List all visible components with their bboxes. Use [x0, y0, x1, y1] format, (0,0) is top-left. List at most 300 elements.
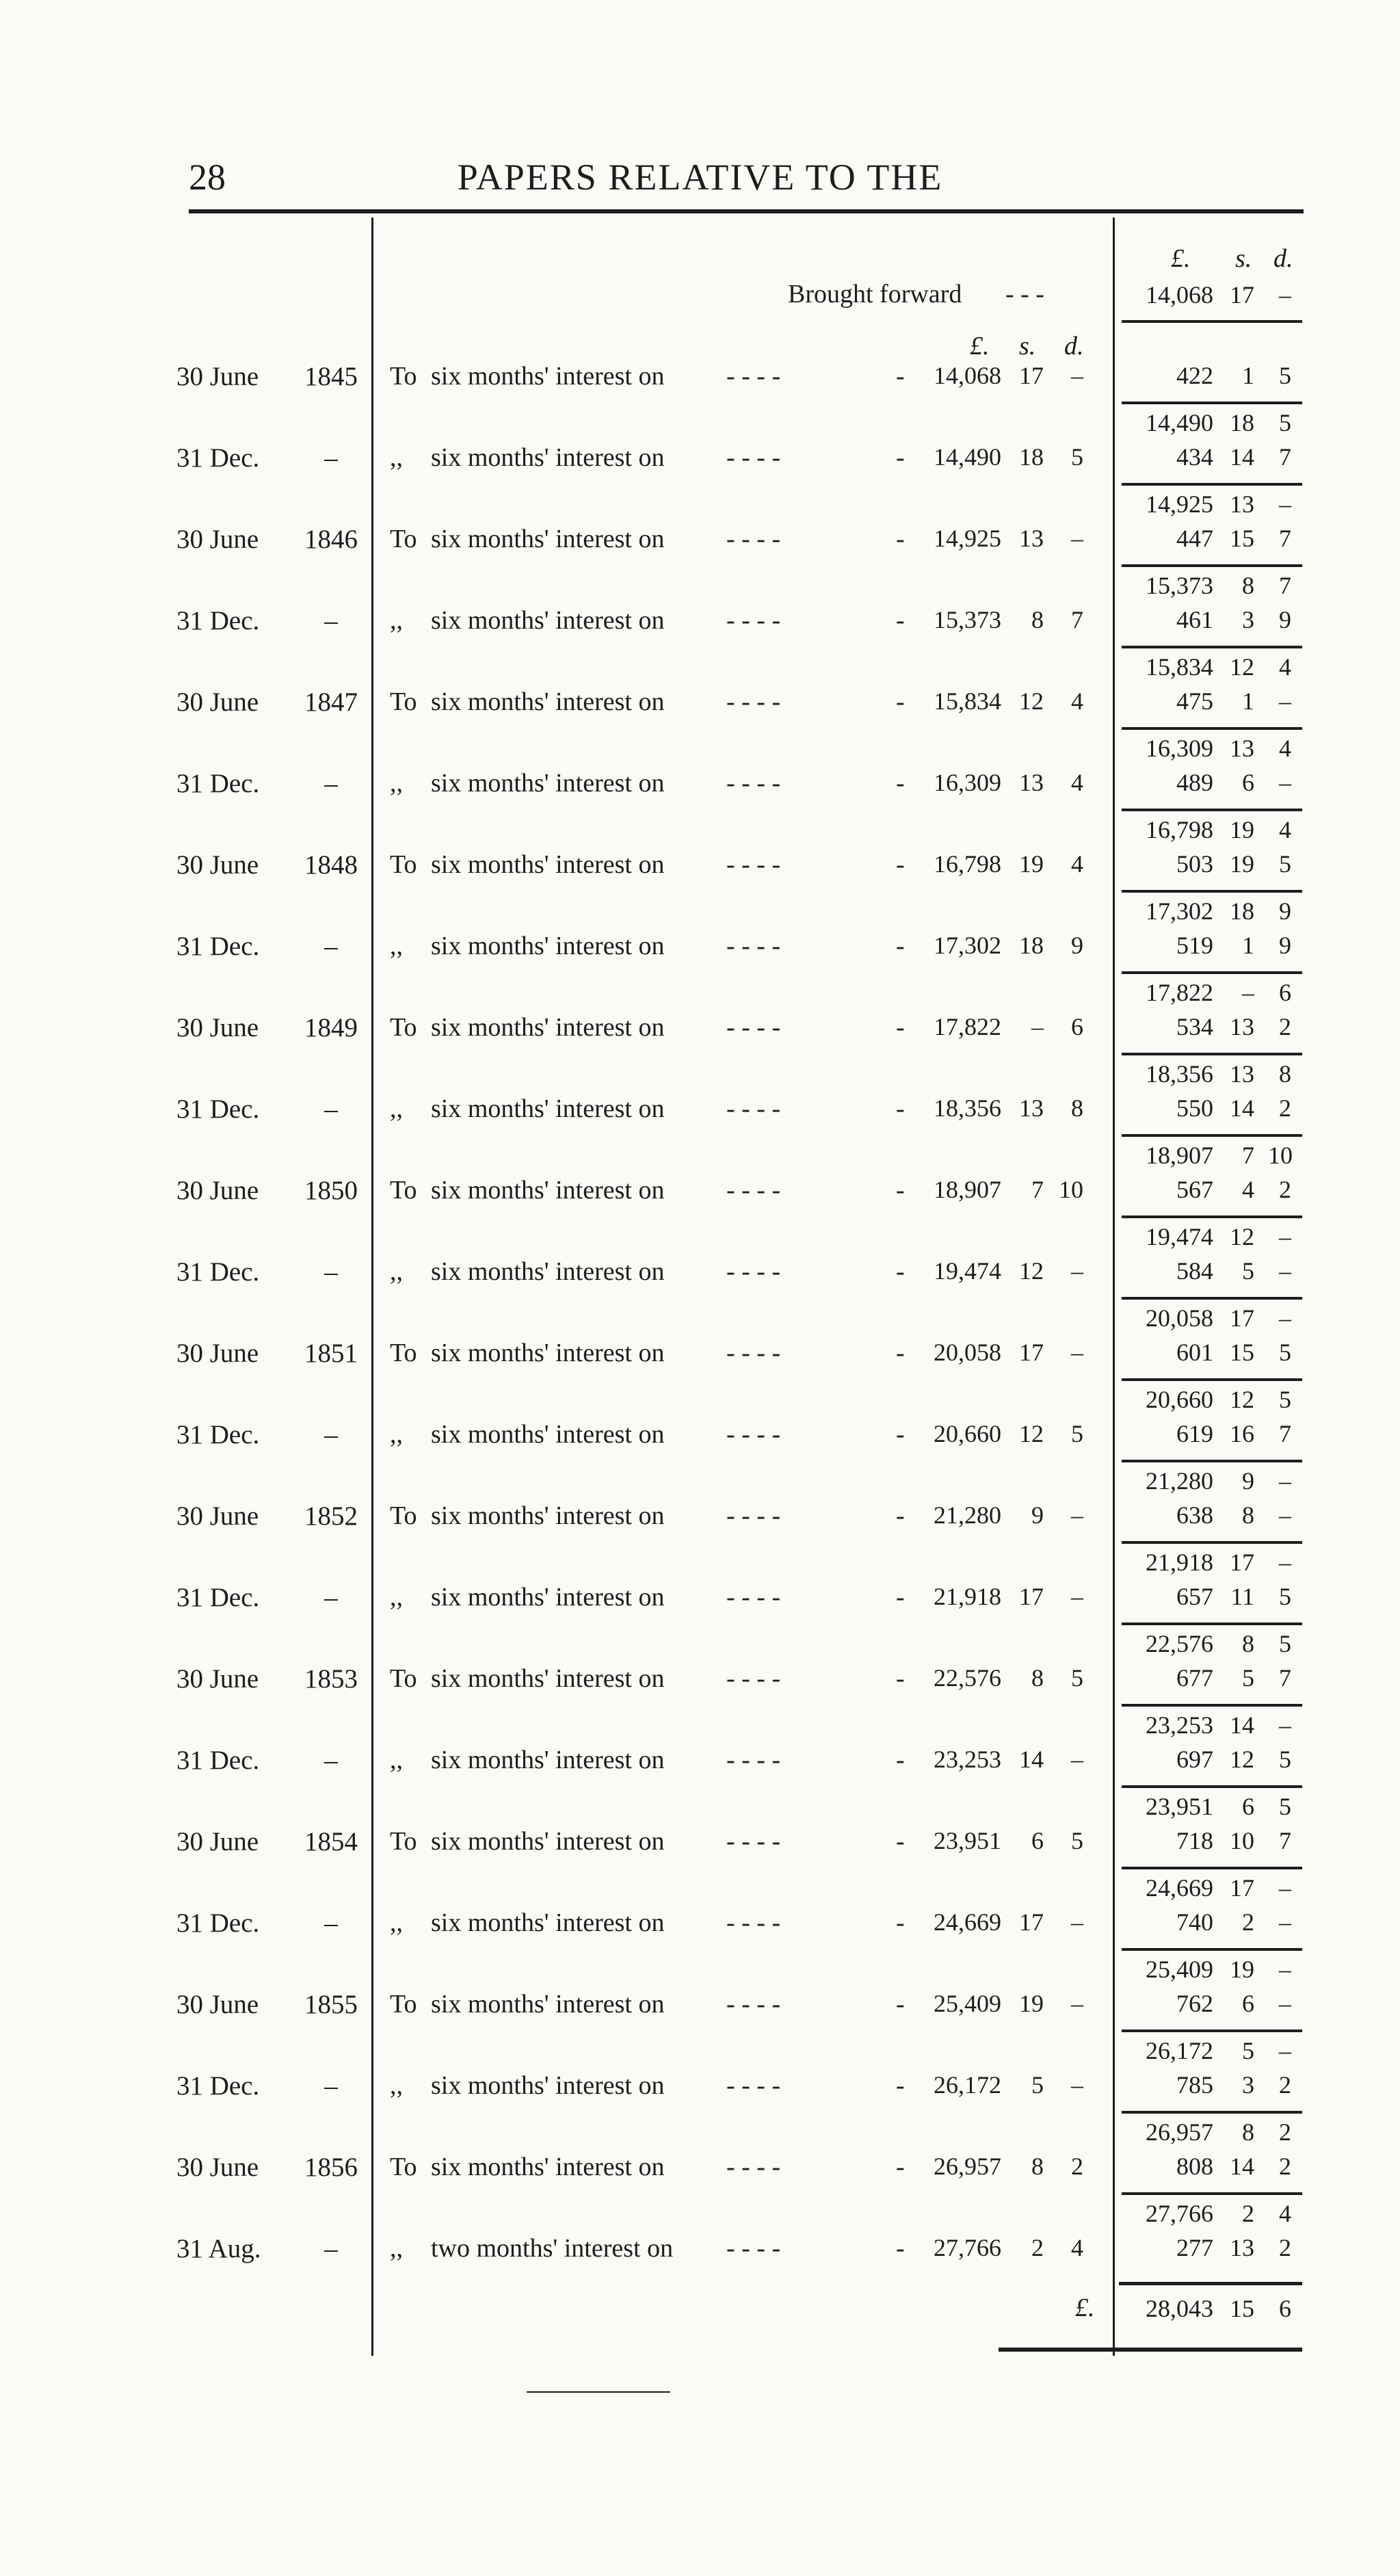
row-balance-shillings: 12: [1230, 653, 1254, 681]
row-balance-pounds: 22,576: [1146, 1630, 1213, 1657]
row-leader-dash-end: -: [896, 2234, 905, 2263]
row-principal-pounds: 14,490: [934, 443, 1001, 471]
row-leader-dash-end: -: [896, 1176, 905, 1205]
row-interest-pence: 5: [1279, 850, 1291, 878]
row-interest-pence: 9: [1279, 932, 1291, 959]
row-balance-pence: 5: [1279, 1386, 1291, 1413]
row-date: 31 Dec.: [176, 1746, 260, 1775]
row-balance-shillings: 17: [1230, 1304, 1254, 1332]
row-leader-dashes: - - - -: [726, 1664, 781, 1693]
row-date: 30 June: [176, 850, 259, 880]
row-description: six months' interest on: [431, 1176, 665, 1205]
row-principal-shillings: 5: [1031, 2071, 1044, 2099]
row-sum-rule: [1122, 402, 1302, 404]
row-year: –: [324, 932, 338, 961]
row-leader-dashes: - - - -: [726, 1176, 781, 1205]
row-balance-pounds: 14,490: [1146, 409, 1213, 436]
row-sum-rule: [1122, 1215, 1302, 1218]
row-principal-shillings: 18: [1019, 443, 1044, 471]
row-balance-pence: –: [1279, 1711, 1291, 1739]
total-rule-upper: [1119, 2282, 1302, 2285]
row-balance-pence: 7: [1279, 572, 1291, 599]
row-principal-pounds: 26,172: [934, 2071, 1001, 2099]
row-balance-shillings: –: [1242, 979, 1254, 1006]
row-description: six months' interest on: [431, 1827, 665, 1856]
row-principal-pence: 6: [1071, 1013, 1083, 1040]
row-principal-shillings: –: [1031, 1013, 1044, 1040]
row-balance-shillings: 19: [1230, 1956, 1254, 1983]
row-prefix: To: [390, 1339, 417, 1367]
row-balance-shillings: 17: [1230, 1874, 1254, 1902]
row-principal-pence: –: [1071, 1339, 1083, 1366]
row-interest-shillings: 15: [1230, 1339, 1254, 1366]
row-principal-shillings: 17: [1019, 1339, 1044, 1366]
row-year: –: [324, 443, 338, 473]
row-year: –: [324, 1746, 338, 1775]
row-balance-pounds: 20,058: [1146, 1304, 1213, 1332]
row-date: 30 June: [176, 525, 259, 554]
right-col-pence-header: d.: [1273, 244, 1293, 273]
row-interest-pounds: 677: [1176, 1664, 1213, 1692]
row-prefix: ,,: [390, 932, 403, 960]
row-principal-pounds: 17,302: [934, 932, 1001, 959]
row-date: 30 June: [176, 1827, 259, 1856]
row-interest-shillings: 5: [1242, 1257, 1254, 1285]
row-principal-pounds: 14,068: [934, 362, 1001, 389]
row-balance-pounds: 21,280: [1146, 1467, 1213, 1495]
row-balance-pounds: 25,409: [1146, 1956, 1213, 1983]
row-sum-rule: [1122, 1053, 1302, 1055]
row-date: 31 Dec.: [176, 1908, 260, 1938]
row-interest-pounds: 447: [1176, 525, 1213, 552]
row-date: 30 June: [176, 1013, 259, 1042]
row-interest-pounds: 550: [1176, 1094, 1213, 1122]
row-date: 31 Dec.: [176, 1420, 260, 1449]
row-leader-dash-end: -: [896, 2153, 905, 2181]
row-sum-rule: [1122, 320, 1302, 323]
row-balance-pounds: 19,474: [1146, 1223, 1213, 1250]
row-interest-shillings: 1: [1242, 362, 1254, 389]
row-date: 31 Dec.: [176, 1094, 260, 1124]
row-leader-dashes: - - - -: [726, 2071, 781, 2100]
row-principal-pounds: 17,822: [934, 1013, 1001, 1040]
row-balance-pounds: 16,798: [1146, 816, 1213, 843]
row-balance-pounds: 24,669: [1146, 1874, 1213, 1902]
row-principal-pence: –: [1071, 362, 1083, 389]
row-description: six months' interest on: [431, 1420, 665, 1449]
row-principal-pounds: 21,280: [934, 1501, 1001, 1529]
right-col-shillings-header: s.: [1235, 244, 1252, 273]
row-prefix: ,,: [390, 1420, 403, 1449]
row-balance-shillings: 8: [1242, 2118, 1254, 2146]
row-leader-dash-end: -: [896, 443, 905, 472]
row-balance-pence: 8: [1279, 1060, 1291, 1088]
row-balance-pence: –: [1279, 1223, 1291, 1250]
row-sum-rule: [1122, 1460, 1302, 1462]
row-leader-dash-end: -: [896, 1257, 905, 1286]
row-balance-pence: 4: [1279, 2200, 1291, 2227]
row-leader-dashes: - - - -: [726, 362, 781, 391]
row-principal-pounds: 19,474: [934, 1257, 1001, 1285]
row-principal-pence: 5: [1071, 1827, 1083, 1854]
row-interest-shillings: 4: [1242, 1176, 1254, 1203]
row-interest-pounds: 475: [1176, 687, 1213, 715]
row-description: six months' interest on: [431, 1746, 665, 1774]
row-leader-dash-end: -: [896, 850, 905, 879]
row-sum-rule: [1122, 1541, 1302, 1544]
total-currency-label: £.: [1075, 2294, 1095, 2322]
row-balance-pence: –: [1279, 490, 1291, 518]
row-leader-dash-end: -: [896, 1827, 905, 1856]
row-balance-pounds: 21,918: [1146, 1549, 1213, 1576]
row-prefix: To: [390, 2153, 417, 2181]
row-principal-shillings: 17: [1019, 362, 1044, 389]
row-interest-pounds: 762: [1176, 1990, 1213, 2017]
row-description: six months' interest on: [431, 443, 665, 472]
row-balance-shillings: 19: [1230, 816, 1254, 843]
brought-forward-pence: –: [1279, 281, 1291, 308]
row-leader-dashes: - - - -: [726, 443, 781, 472]
row-sum-rule: [1122, 809, 1302, 811]
row-interest-shillings: 14: [1230, 2153, 1254, 2180]
row-leader-dash-end: -: [896, 1990, 905, 2019]
row-interest-pence: 2: [1279, 2234, 1291, 2261]
row-principal-shillings: 13: [1019, 525, 1044, 552]
row-interest-pounds: 718: [1176, 1827, 1213, 1854]
row-prefix: To: [390, 850, 417, 879]
row-principal-pence: 4: [1071, 850, 1083, 878]
row-interest-pounds: 740: [1176, 1908, 1213, 1936]
row-interest-pence: 7: [1279, 1664, 1291, 1692]
row-year: 1847: [304, 687, 358, 717]
row-interest-shillings: 14: [1230, 443, 1254, 471]
row-principal-pounds: 21,918: [934, 1583, 1001, 1610]
row-description: six months' interest on: [431, 1501, 665, 1530]
row-interest-pence: 5: [1279, 362, 1291, 389]
row-leader-dashes: - - - -: [726, 1827, 781, 1856]
mid-col-shillings-header: s.: [1019, 332, 1036, 360]
row-leader-dash-end: -: [896, 769, 905, 798]
row-principal-pounds: 18,907: [934, 1176, 1001, 1203]
row-year: 1848: [304, 850, 358, 880]
row-principal-shillings: 12: [1019, 1420, 1044, 1447]
row-year: 1853: [304, 1664, 358, 1694]
row-date: 30 June: [176, 1501, 259, 1531]
row-principal-pounds: 20,058: [934, 1339, 1001, 1366]
row-principal-pounds: 16,309: [934, 769, 1001, 796]
row-principal-pounds: 15,834: [934, 687, 1001, 715]
row-balance-shillings: 8: [1242, 1630, 1254, 1657]
row-prefix: ,,: [390, 769, 403, 798]
row-principal-shillings: 12: [1019, 687, 1044, 715]
row-sum-rule: [1122, 646, 1302, 648]
brought-forward-shillings: 17: [1230, 281, 1254, 308]
row-leader-dashes: - - - -: [726, 1908, 781, 1937]
total-shillings: 15: [1230, 2295, 1254, 2322]
row-prefix: ,,: [390, 443, 403, 472]
mid-col-pence-header: d.: [1064, 332, 1084, 360]
row-interest-pence: –: [1279, 1908, 1291, 1936]
row-leader-dashes: - - - -: [726, 1501, 781, 1530]
row-interest-pence: 7: [1279, 525, 1291, 552]
row-principal-pounds: 20,660: [934, 1420, 1001, 1447]
row-description: six months' interest on: [431, 1990, 665, 2019]
row-leader-dashes: - - - -: [726, 606, 781, 635]
row-principal-pounds: 23,951: [934, 1827, 1001, 1854]
row-balance-pounds: 17,822: [1146, 979, 1213, 1006]
row-principal-shillings: 2: [1031, 2234, 1044, 2261]
row-prefix: To: [390, 1827, 417, 1856]
row-leader-dashes: - - - -: [726, 1094, 781, 1123]
row-interest-pounds: 519: [1176, 932, 1213, 959]
row-balance-pounds: 18,907: [1146, 1142, 1213, 1169]
row-interest-shillings: 2: [1242, 1908, 1254, 1936]
row-principal-shillings: 13: [1019, 769, 1044, 796]
row-year: 1852: [304, 1501, 358, 1531]
row-interest-shillings: 14: [1230, 1094, 1254, 1122]
row-sum-rule: [1122, 2029, 1302, 2032]
row-principal-shillings: 8: [1031, 1664, 1044, 1692]
row-principal-pounds: 23,253: [934, 1746, 1001, 1773]
page-title: PAPERS RELATIVE TO THE: [457, 157, 943, 198]
row-principal-pence: –: [1071, 1908, 1083, 1936]
row-date: 30 June: [176, 2153, 259, 2182]
row-date: 31 Dec.: [176, 932, 260, 961]
row-year: 1855: [304, 1990, 358, 2019]
column-rule-right: [1113, 218, 1115, 2356]
row-interest-pence: –: [1279, 769, 1291, 796]
footer-rule: [527, 2391, 670, 2393]
row-balance-pounds: 17,302: [1146, 897, 1213, 925]
row-interest-pounds: 422: [1176, 362, 1213, 389]
row-principal-shillings: 17: [1019, 1583, 1044, 1610]
row-year: 1845: [304, 362, 358, 391]
brought-forward-pounds: 14,068: [1146, 281, 1213, 308]
row-balance-pence: 9: [1279, 897, 1291, 925]
row-prefix: ,,: [390, 2234, 403, 2263]
row-date: 31 Dec.: [176, 2071, 260, 2101]
row-description: six months' interest on: [431, 932, 665, 960]
row-leader-dash-end: -: [896, 362, 905, 391]
row-interest-shillings: 6: [1242, 1990, 1254, 2017]
row-description: six months' interest on: [431, 850, 665, 879]
row-principal-pence: –: [1071, 1501, 1083, 1529]
row-interest-shillings: 3: [1242, 2071, 1254, 2099]
row-interest-shillings: 13: [1230, 2234, 1254, 2261]
row-leader-dashes: - - - -: [726, 1013, 781, 1042]
row-balance-shillings: 18: [1230, 409, 1254, 436]
row-interest-pence: 2: [1279, 2153, 1291, 2180]
row-date: 31 Dec.: [176, 1583, 260, 1612]
row-interest-pounds: 461: [1176, 606, 1213, 633]
row-sum-rule: [1122, 1704, 1302, 1707]
row-balance-shillings: 6: [1242, 1793, 1254, 1820]
row-sum-rule: [1122, 564, 1302, 567]
mid-col-pounds-header: £.: [970, 332, 990, 360]
column-rule-left: [371, 218, 373, 2356]
row-prefix: ,,: [390, 1746, 403, 1774]
row-year: 1856: [304, 2153, 358, 2182]
row-balance-shillings: 12: [1230, 1386, 1254, 1413]
row-interest-pence: 7: [1279, 443, 1291, 471]
row-balance-shillings: 7: [1242, 1142, 1254, 1169]
row-interest-pence: –: [1279, 1257, 1291, 1285]
row-interest-pence: 9: [1279, 606, 1291, 633]
row-principal-pence: –: [1071, 1990, 1083, 2017]
row-sum-rule: [1122, 971, 1302, 974]
row-interest-pounds: 584: [1176, 1257, 1213, 1285]
row-interest-pence: 5: [1279, 1746, 1291, 1773]
row-prefix: ,,: [390, 2071, 403, 2100]
row-interest-pence: –: [1279, 687, 1291, 715]
row-sum-rule: [1122, 1378, 1302, 1381]
row-principal-pence: 4: [1071, 769, 1083, 796]
row-interest-shillings: 15: [1230, 525, 1254, 552]
row-balance-shillings: 5: [1242, 2037, 1254, 2064]
row-balance-shillings: 13: [1230, 490, 1254, 518]
row-prefix: To: [390, 1501, 417, 1530]
row-principal-pence: 4: [1071, 2234, 1083, 2261]
row-interest-pence: 7: [1279, 1827, 1291, 1854]
row-interest-pounds: 277: [1176, 2234, 1213, 2261]
row-year: –: [324, 1583, 338, 1612]
row-principal-pence: 5: [1071, 443, 1083, 471]
row-balance-pence: –: [1279, 1874, 1291, 1902]
row-sum-rule: [1122, 1948, 1302, 1951]
row-principal-pence: –: [1071, 525, 1083, 552]
row-sum-rule: [1122, 1134, 1302, 1137]
row-description: six months' interest on: [431, 1094, 665, 1123]
row-interest-shillings: 5: [1242, 1664, 1254, 1692]
row-balance-pence: –: [1279, 1549, 1291, 1576]
row-prefix: ,,: [390, 1583, 403, 1612]
row-leader-dash-end: -: [896, 1664, 905, 1693]
row-year: –: [324, 1257, 338, 1287]
row-leader-dash-end: -: [896, 525, 905, 553]
row-year: 1851: [304, 1339, 358, 1368]
row-leader-dash-end: -: [896, 606, 905, 635]
row-date: 30 June: [176, 1664, 259, 1694]
row-leader-dashes: - - - -: [726, 1420, 781, 1449]
row-leader-dashes: - - - -: [726, 1583, 781, 1612]
row-interest-pounds: 657: [1176, 1583, 1213, 1610]
row-interest-pounds: 489: [1176, 769, 1213, 796]
row-prefix: To: [390, 1664, 417, 1693]
row-principal-pence: 4: [1071, 687, 1083, 715]
row-prefix: ,,: [390, 606, 403, 635]
row-date: 31 Dec.: [176, 769, 260, 798]
row-prefix: To: [390, 1013, 417, 1042]
row-balance-pence: 2: [1279, 2118, 1291, 2146]
row-year: –: [324, 606, 338, 635]
row-principal-pounds: 18,356: [934, 1094, 1001, 1122]
row-leader-dash-end: -: [896, 1094, 905, 1123]
row-interest-shillings: 13: [1230, 1013, 1254, 1040]
row-date: 30 June: [176, 1339, 259, 1368]
row-date: 31 Dec.: [176, 1257, 260, 1287]
row-prefix: To: [390, 362, 417, 391]
row-leader-dashes: - - - -: [726, 525, 781, 553]
row-principal-pence: 5: [1071, 1420, 1083, 1447]
row-balance-shillings: 13: [1230, 1060, 1254, 1088]
row-leader-dash-end: -: [896, 1746, 905, 1774]
row-interest-shillings: 6: [1242, 769, 1254, 796]
row-principal-pounds: 15,373: [934, 606, 1001, 633]
row-leader-dashes: - - - -: [726, 2153, 781, 2181]
row-sum-rule: [1122, 2192, 1302, 2195]
row-balance-shillings: 12: [1230, 1223, 1254, 1250]
row-sum-rule: [1122, 1622, 1302, 1625]
row-prefix: To: [390, 525, 417, 553]
row-balance-shillings: 18: [1230, 897, 1254, 925]
row-interest-pence: 2: [1279, 2071, 1291, 2099]
row-principal-pence: –: [1071, 1583, 1083, 1610]
row-description: six months' interest on: [431, 1908, 665, 1937]
row-interest-pounds: 567: [1176, 1176, 1213, 1203]
row-leader-dash-end: -: [896, 2071, 905, 2100]
row-principal-pence: 8: [1071, 1094, 1083, 1122]
row-year: –: [324, 1420, 338, 1449]
row-year: –: [324, 1908, 338, 1938]
row-sum-rule: [1122, 483, 1302, 486]
row-principal-pounds: 26,957: [934, 2153, 1001, 2180]
row-principal-shillings: 12: [1019, 1257, 1044, 1285]
row-principal-pence: –: [1071, 1257, 1083, 1285]
row-leader-dashes: - - - -: [726, 1339, 781, 1367]
row-description: six months' interest on: [431, 606, 665, 635]
row-sum-rule: [1122, 727, 1302, 730]
row-interest-pounds: 434: [1176, 443, 1213, 471]
row-date: 31 Dec.: [176, 443, 260, 473]
row-description: two months' interest on: [431, 2234, 674, 2263]
row-balance-pence: –: [1279, 1467, 1291, 1495]
row-interest-pounds: 808: [1176, 2153, 1213, 2180]
row-interest-shillings: 16: [1230, 1420, 1254, 1447]
row-balance-pence: 5: [1279, 1630, 1291, 1657]
row-year: 1846: [304, 525, 358, 554]
row-interest-shillings: 10: [1230, 1827, 1254, 1854]
row-year: 1854: [304, 1827, 358, 1856]
row-leader-dashes: - - - -: [726, 932, 781, 960]
row-principal-pence: 9: [1071, 932, 1083, 959]
row-description: six months' interest on: [431, 769, 665, 798]
row-interest-pounds: 534: [1176, 1013, 1213, 1040]
row-principal-pounds: 14,925: [934, 525, 1001, 552]
row-balance-pence: 5: [1279, 409, 1291, 436]
row-interest-pence: 2: [1279, 1176, 1291, 1203]
row-interest-pounds: 601: [1176, 1339, 1213, 1366]
row-principal-pence: –: [1071, 1746, 1083, 1773]
row-date: 31 Aug.: [176, 2234, 261, 2263]
row-principal-pounds: 16,798: [934, 850, 1001, 878]
row-principal-shillings: 18: [1019, 932, 1044, 959]
row-principal-pence: 10: [1059, 1176, 1083, 1203]
row-leader-dash-end: -: [896, 1501, 905, 1530]
row-balance-pounds: 20,660: [1146, 1386, 1213, 1413]
row-principal-pence: 7: [1071, 606, 1083, 633]
row-principal-shillings: 8: [1031, 2153, 1044, 2180]
row-principal-shillings: 7: [1031, 1176, 1044, 1203]
row-balance-shillings: 17: [1230, 1549, 1254, 1576]
row-description: six months' interest on: [431, 1583, 665, 1612]
row-interest-pounds: 619: [1176, 1420, 1213, 1447]
row-description: six months' interest on: [431, 687, 665, 716]
row-balance-shillings: 9: [1242, 1467, 1254, 1495]
row-interest-shillings: 11: [1230, 1583, 1254, 1610]
row-interest-pounds: 638: [1176, 1501, 1213, 1529]
row-interest-shillings: 19: [1230, 850, 1254, 878]
row-prefix: ,,: [390, 1908, 403, 1937]
